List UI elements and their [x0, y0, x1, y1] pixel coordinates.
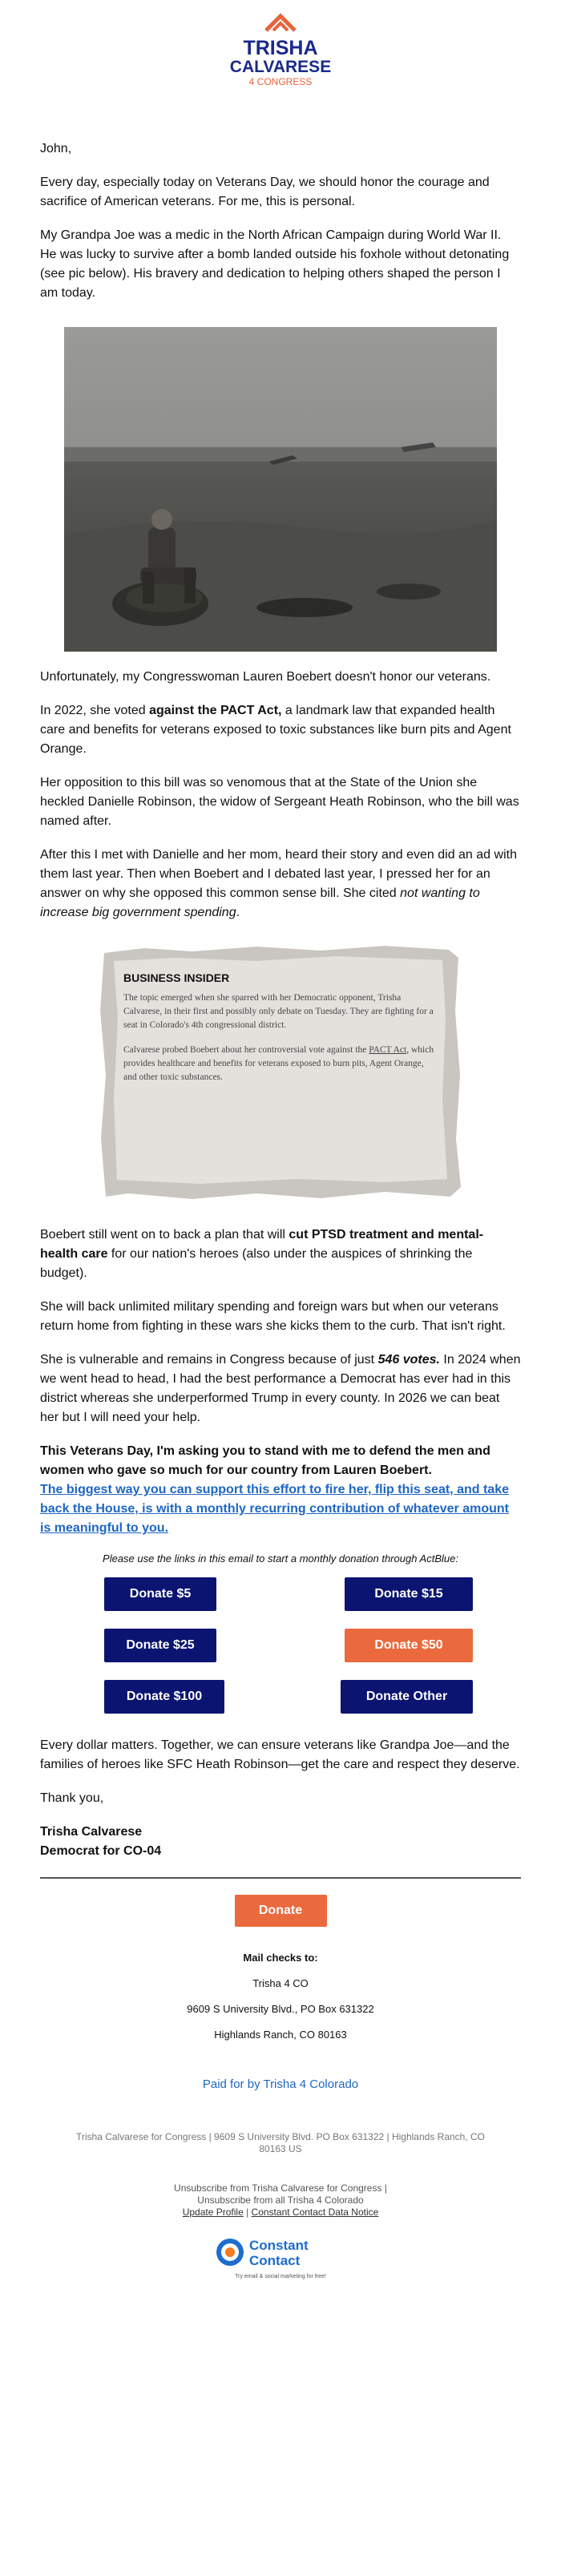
thank-you: Thank you,: [40, 1791, 104, 1805]
cc-tagline: Try email & social marketing for free!: [235, 2274, 326, 2279]
paragraph-ask: [40, 1442, 521, 1538]
donate-25-button[interactable]: Donate $25: [104, 1629, 216, 1662]
paragraph-military: She will back unlimited military spending and foreign wars but when our veterans return home from fighting in these wars she kicks them to the curb. That isn't right.: [40, 1300, 506, 1333]
greeting: John,: [40, 142, 72, 155]
signature-title: Democrat for CO-04: [40, 1844, 162, 1858]
paid-for-disclaimer: Paid for by Trisha 4 Colorado: [202, 2077, 359, 2091]
mail-checks-title: Mail checks to:: [243, 1952, 318, 1964]
text-segment: In 2022, she voted: [40, 704, 150, 717]
monthly-donation-link[interactable]: The biggest way you can support this effort to fire her, flip this seat, and take back the House, is with a monthly recurring contribution of whatever amount is meaningful to you.: [40, 1483, 509, 1535]
mail-recipient: Trisha 4 CO: [252, 1977, 309, 1989]
signature-name: Trisha Calvarese: [40, 1825, 143, 1839]
donation-buttons: [72, 1577, 489, 1714]
divider: [40, 1877, 521, 1879]
unsubscribe-link[interactable]: Unsubscribe from Trisha Calvarese for Congress |: [174, 2182, 387, 2194]
donate-5-button[interactable]: Donate $5: [104, 1577, 216, 1611]
logo-name-line1: TRISHA: [243, 37, 318, 59]
paragraph-boebert: Unfortunately, my Congresswoman Lauren Boebert doesn't honor our veterans.: [40, 670, 491, 684]
grandpa-photo: [64, 327, 497, 652]
footer-address: [40, 2131, 521, 2155]
text-segment: for our nation's heroes (also under the auspices of shrinking the budget).: [40, 1247, 473, 1280]
cc-line2: Contact: [249, 2253, 301, 2268]
paragraph-debate: [40, 846, 521, 923]
mail-street: 9609 S University Blvd., PO Box 631322: [187, 2003, 374, 2015]
quote-emphasis: not wanting to increase big government spending: [40, 886, 480, 919]
paragraph-intro: Every day, especially today on Veterans Day, we should honor the courage and sacrifice of American veterans. For me, this is personal.: [40, 176, 490, 208]
ptsd-emphasis: cut PTSD treatment and mental-health care: [40, 1228, 484, 1261]
logo-tagline: 4 CONGRESS: [248, 76, 313, 87]
donate-50-button[interactable]: Donate $50: [345, 1629, 473, 1662]
ask-bold: This Veterans Day, I'm asking you to stand with me to defend the men and women who gave so much for our country from Lauren Boebert.: [40, 1444, 490, 1477]
logo-name-line2: CALVARESE: [229, 58, 332, 76]
pact-act-emphasis: against the PACT Act,: [149, 704, 282, 717]
text-segment: After this I met with Danielle and her mom, heard their story and even did an ad with them last year. Then when Boebert and I debated last year, I pressed her for an answer on why she opposed this common sense bill. She cited: [40, 848, 517, 900]
clipping-paragraph-2: [123, 1044, 438, 1084]
unsubscribe-all-link[interactable]: Unsubscribe from all Trisha 4 Colorado: [197, 2194, 364, 2206]
unsubscribe-block: [40, 2182, 521, 2219]
cc-line1: Constant: [249, 2238, 309, 2253]
donate-other-button[interactable]: Donate Other: [341, 1680, 473, 1714]
footer-donate-button[interactable]: Donate: [235, 1895, 327, 1927]
clipping-paragraph-1: The topic emerged when she sparred with her Democratic opponent, Trisha Calvarese, in their first and possibly only debate on Tuesday. They are fighting for a seat in Colorado's 4th congressional district.: [123, 993, 434, 1030]
actblue-note: Please use the links in this email to start a monthly donation through ActBlue:: [103, 1552, 458, 1565]
constant-contact-logo[interactable]: [212, 2233, 349, 2281]
data-notice-link[interactable]: Constant Contact Data Notice: [251, 2207, 379, 2218]
pact-act-link: PACT Act: [369, 1045, 407, 1055]
text-segment: Calvarese probed Boebert about her controversial vote against the: [123, 1045, 369, 1055]
paragraph-ptsd: [40, 1225, 521, 1283]
paragraph-pact-act: [40, 701, 521, 759]
campaign-logo: [224, 6, 337, 93]
donate-15-button[interactable]: Donate $15: [345, 1577, 473, 1611]
paragraph-heckle: Her opposition to this bill was so venomous that at the State of the Union she heckled Danielle Robinson, the widow of Sergeant Heath Robinson, who the bill was named after.: [40, 776, 519, 828]
mail-checks-block: [40, 1951, 521, 2042]
mail-city: Highlands Ranch, CO 80163: [214, 2029, 347, 2041]
update-profile-link[interactable]: Update Profile: [182, 2207, 244, 2218]
text-segment: , which provides healthcare and benefits for veterans exposed to burn pits, Agent Orange, and other toxic substances.: [123, 1045, 434, 1082]
news-clipping: [96, 939, 465, 1203]
text-segment: In 2024 when we went head to head, I had the best performance a Democrat has ever had in this district whereas she underperformed Trump in every county. In 2026 we can beat her but I will need your help.: [40, 1353, 521, 1424]
text-segment: She is vulnerable and remains in Congress because of just: [40, 1353, 378, 1367]
donate-100-button[interactable]: Donate $100: [104, 1680, 224, 1714]
text-segment: Boebert still went on to back a plan that will: [40, 1228, 289, 1242]
clipping-source: BUSINESS INSIDER: [123, 971, 230, 984]
paragraph-closing: Every dollar matters. Together, we can ensure veterans like Grandpa Joe—and the families of heroes like SFC Heath Robinson—get the care and respect they deserve.: [40, 1738, 520, 1771]
footer-address-line: 80163 US: [259, 2143, 302, 2154]
votes-emphasis: 546 votes.: [377, 1353, 440, 1367]
paragraph-grandpa: My Grandpa Joe was a medic in the North African Campaign during World War II. He was lucky to survive after a bomb landed outside his foxhole without detonating (see pic below). His bravery and dedication to helping others shaped the person I am today.: [40, 228, 510, 300]
footer-address-line: Trisha Calvarese for Congress | 9609 S University Blvd. PO Box 631322 | Highlands Ranch, CO: [75, 2131, 486, 2142]
text-segment: .: [236, 906, 240, 919]
text-segment: a landmark law that expanded health care and benefits for veterans exposed to toxic substances like burn pits and Agent Orange.: [40, 704, 511, 756]
separator: |: [243, 2207, 252, 2218]
paragraph-votes: [40, 1351, 521, 1427]
